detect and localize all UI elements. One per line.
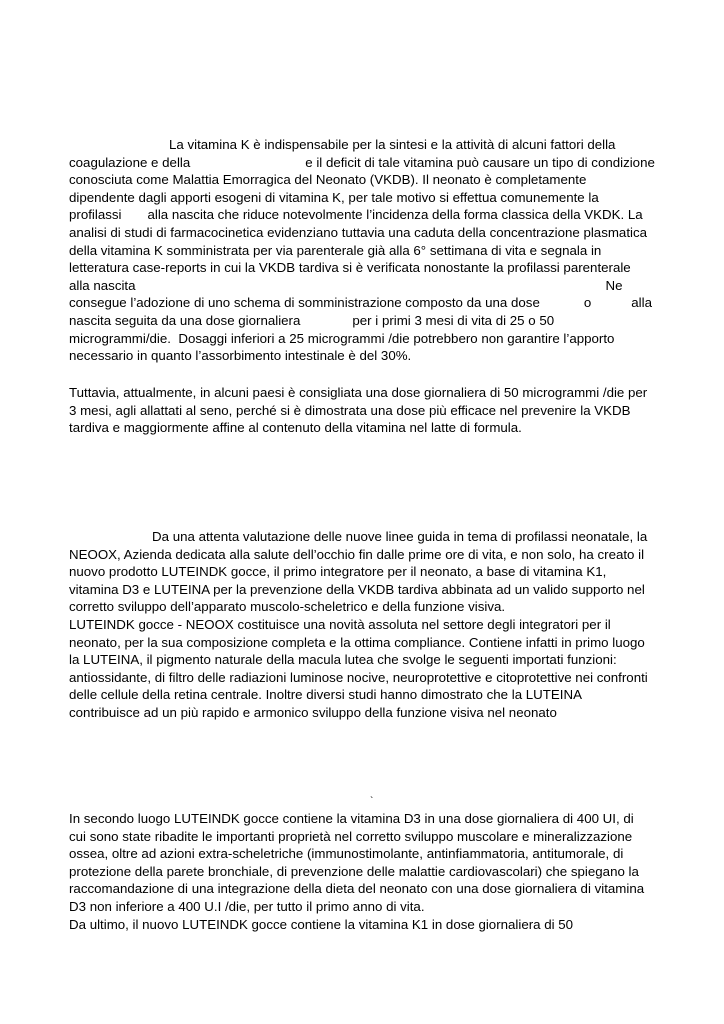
text-segment: profilassi <box>69 207 122 223</box>
text-line <box>69 651 617 669</box>
text-line <box>69 880 644 898</box>
text-line <box>69 669 648 687</box>
text-line <box>69 206 643 224</box>
text-line <box>69 704 557 722</box>
text-segment: consegue l’adozione di uno schema di somministrazione composto da una dose <box>69 295 540 311</box>
text-line <box>69 845 623 863</box>
text-segment: alla nascita <box>69 277 136 293</box>
text-segment: per i primi 3 mesi di vita di 25 o 50 <box>352 313 555 328</box>
text-line <box>69 810 634 828</box>
text-line <box>69 259 631 277</box>
text-segment: 3 mesi, agli allattati al seno, perché si è dimostrata una dose più efficace nel prevenire la VKDB <box>69 402 631 418</box>
text-segment: dipendente dagli apporti esogeni di vitamina K, per tale motivo si effettua comunemente la <box>69 189 599 205</box>
text-segment: letteratura case-reports in cui la VKDB tardiva si è verificata nonostante la profilassi parenterale <box>69 260 631 276</box>
text-segment: o <box>583 295 592 311</box>
text-segment: raccomandazione di una integrazione della dieta del neonato con una dose giornaliera di vitamina <box>69 881 645 897</box>
text-segment: corretto sviluppo dell’apparato muscolo-scheletrico e della funzione visiva. <box>69 599 506 615</box>
text-line <box>69 242 601 260</box>
text-segment: LUTEINDK gocce - NEOOX costituisce una novità assoluta nel settore degli integratori per il <box>69 617 611 632</box>
text-segment: analisi di studi di farmacocinetica evidenziano tuttavia una caduta della concentrazione plasmatica <box>69 225 648 240</box>
separator-mark: ` <box>370 796 374 807</box>
text-segment: Da ultimo, il nuovo LUTEINDK gocce contiene la vitamina K1 in dose giornaliera di 50 <box>69 916 574 932</box>
text-segment: D3 non inferiore a 400 U.I /die, per tutto il primo anno di vita. <box>69 899 425 914</box>
text-segment: nascita seguita da una dose giornaliera <box>69 313 301 328</box>
text-line <box>69 419 522 437</box>
text-line <box>69 616 611 634</box>
text-segment: conosciuta come Malattia Emorragica del Neonato (VKDB). Il neonato è completamente <box>69 172 587 188</box>
text-segment: contribuisce ad un più rapido e armonico sviluppo della funzione visiva nel neonato <box>69 705 557 720</box>
text-segment: Tuttavia, attualmente, in alcuni paesi è consigliata una dose giornaliera di 50 microgrammi /die per <box>69 385 648 400</box>
text-segment: In secondo luogo LUTEINDK gocce contiene la vitamina D3 in una dose giornaliera di 400 UI, di <box>69 811 634 826</box>
text-line <box>69 189 599 207</box>
text-line <box>69 154 655 172</box>
text-line <box>69 916 573 934</box>
text-segment: alla <box>631 295 652 311</box>
text-segment: vitamina D3 e LUTEINA per la prevenzione della VKDB tardiva abbinata ad un valido supporto nel <box>69 581 645 597</box>
text-segment: microgrammi/die. Dosaggi inferiori a 25 microgrammi /die potrebbero non garantire l’apporto <box>69 330 615 346</box>
text-segment: alla nascita che riduce notevolmente l’incidenza della forma classica della VKDK. La <box>147 207 643 223</box>
text-segment: la LUTEINA, il pigmento naturale della macula lutea che svolge le seguenti importati funzioni: <box>69 652 617 668</box>
text-segment: delle cellule della retina centrale. Inoltre diversi studi hanno dimostrato che la LUTEINA <box>69 687 582 703</box>
text-segment: La vitamina K è indispensabile per la sintesi e la attività di alcuni fattori della <box>169 137 616 152</box>
text-segment: antiossidante, di filtro delle radiazioni luminose nocive, neuroprotettive e citoprotettive nei confronti <box>69 669 648 685</box>
text-segment: della vitamina K somministrata per via parenterale già alla 6° settimana di vita e segnala in <box>69 242 602 258</box>
text-line <box>69 312 554 330</box>
text-line <box>69 402 631 420</box>
text-segment: NEOOX, Azienda dedicata alla salute dell’occhio fin dalle prime ore di vita, e non solo, ha creato il <box>69 546 645 562</box>
text-line <box>69 828 632 846</box>
text-line <box>69 384 647 402</box>
text-line <box>69 224 647 242</box>
text-segment: ossea, oltre ad azioni extra-scheletriche (immunostimolante, antinfiammatoria, antitumorale, di <box>69 846 624 862</box>
text-line <box>69 277 623 295</box>
text-line <box>69 863 639 881</box>
text-line <box>69 171 586 189</box>
text-line <box>69 581 645 599</box>
text-line <box>69 546 644 564</box>
text-line <box>69 330 614 348</box>
text-line <box>69 598 505 616</box>
text-line <box>152 528 647 546</box>
text-line <box>69 634 645 652</box>
text-segment: nuovo prodotto LUTEINDK gocce, il primo integratore per il neonato, a base di vitamina K1, <box>69 564 607 580</box>
text-segment: neonato, per la sua composizione completa e la ottima compliance. Contiene infatti in primo luogo <box>69 634 645 650</box>
text-line <box>69 898 425 916</box>
text-line <box>69 686 582 704</box>
text-segment: e il deficit di tale vitamina può causare un tipo di condizione <box>305 154 655 170</box>
text-segment: Da una attenta valutazione delle nuove linee guida in tema di profilassi neonatale, la <box>152 529 648 544</box>
text-segment: Ne <box>605 277 623 293</box>
text-line <box>169 136 615 154</box>
text-segment: coagulazione e della <box>69 154 191 170</box>
text-line <box>69 294 652 312</box>
text-segment: necessario in quanto l’assorbimento intestinale è del 30%. <box>69 348 412 364</box>
text-segment: cui sono state ribadite le importanti proprietà nel corretto sviluppo muscolare e mineralizzazione <box>69 828 633 844</box>
text-line <box>69 347 411 365</box>
text-segment: protezione della parete bronchiale, di prevenzione delle malattie cardiovascolari) che spiegano la <box>69 863 639 879</box>
text-segment: tardiva e maggiormente affine al contenuto della vitamina nel latte di formula. <box>69 420 522 436</box>
text-line <box>69 563 606 581</box>
